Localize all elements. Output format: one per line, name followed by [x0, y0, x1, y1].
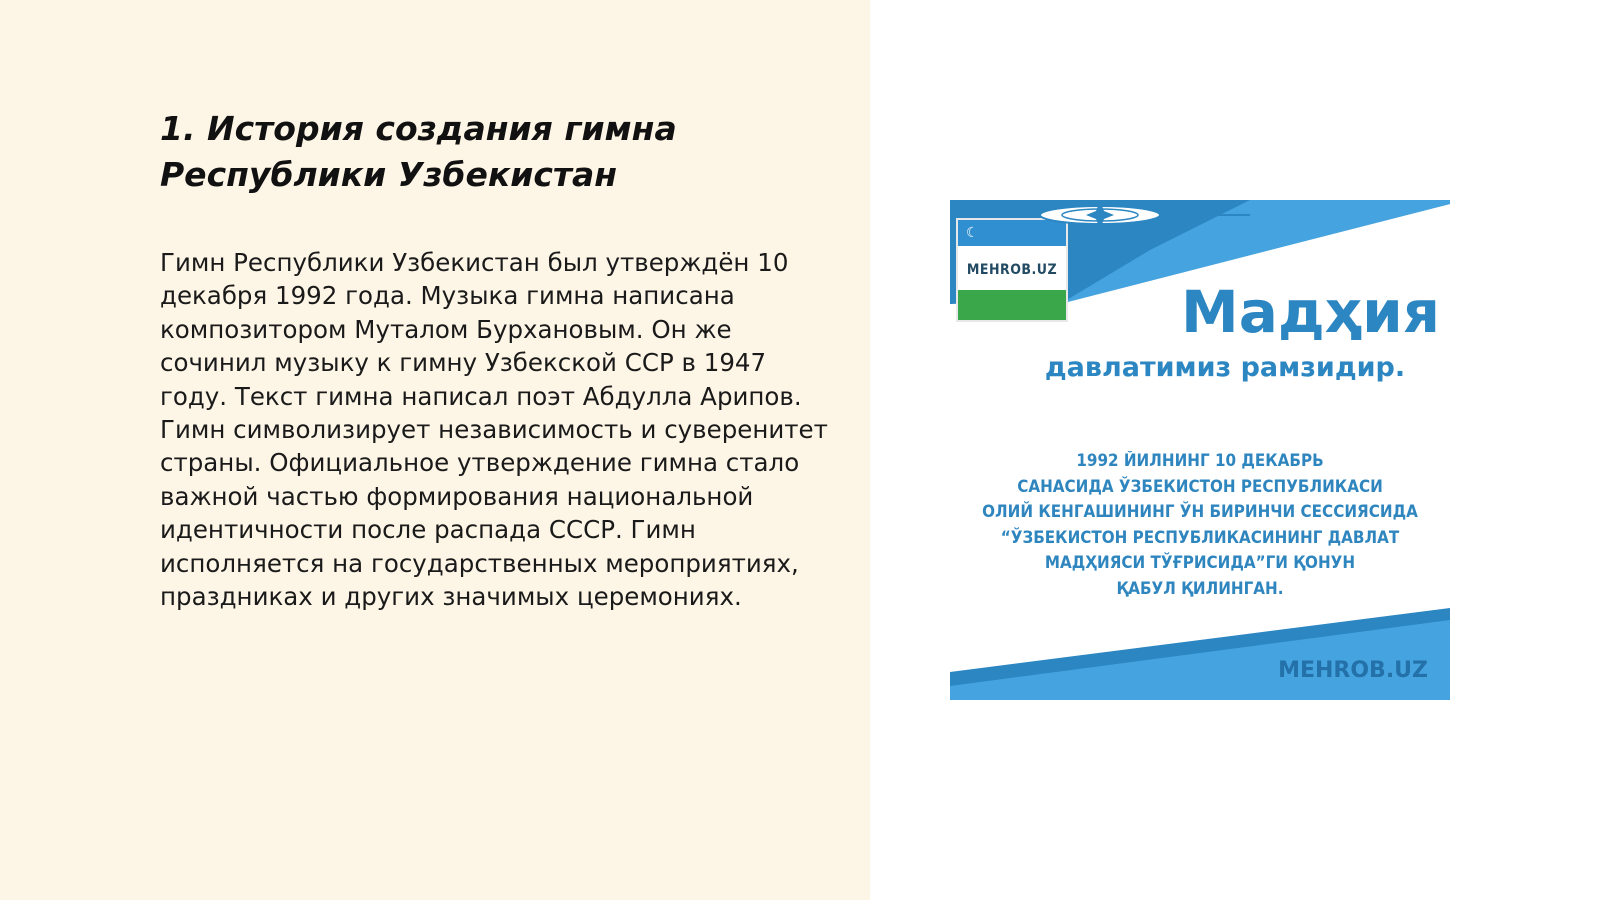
logo-text: MEHROB.UZ — [966, 262, 1058, 278]
poster-text-line: МАДҲИЯСИ ТЎҒРИСИДА”ГИ ҚОНУН — [1044, 553, 1356, 573]
poster-text-line: САНАСИДА ЎЗБЕКИСТОН РЕСПУБЛИКАСИ — [1017, 476, 1383, 496]
poster-text-line: “ЎЗБЕКИСТОН РЕСПУБЛИКАСИНИНГ ДАВЛАТ — [1000, 527, 1400, 547]
poster-subheading: давлатимиз рамзидир. — [1044, 352, 1406, 383]
anthem-poster-image — [950, 200, 1450, 700]
crescent-icon: ☾ — [966, 225, 979, 241]
logo-green-stripe — [958, 290, 1066, 320]
poster-footer-text: MEHROB.UZ — [1278, 658, 1428, 683]
poster-text-block — [970, 448, 1430, 602]
slide-body-text: Гимн Республики Узбекистан был утверждён 10 декабря 1992 года. Музыка гимна написана композитором Муталом Бурхановым. Он же сочинил музыку к гимну Узбекской ССР в 1947 году. Текст гимна написал поэт Абдулла Арипов. Гимн символизирует независимость и суверенитет страны. Официальное утверждение гимна стало важной частью формирования национальной идентичности после распада СССР. Гимн исполняется на государственных мероприятиях, праздниках и других значимых церемониях. — [160, 248, 828, 612]
poster-text-line: ҚАБУЛ ҚИЛИНГАН. — [1116, 578, 1284, 598]
poster-heading: Мадҳия — [1181, 278, 1440, 346]
poster-logo — [956, 218, 1068, 322]
poster-text-line: ОЛИЙ КЕНГАШИНИНГ ЎН БИРИНЧИ СЕССИЯСИДА — [982, 502, 1418, 522]
ornament-divider-icon — [950, 200, 1250, 230]
poster-text-line: 1992 ЙИЛНИНГ 10 ДЕКАБРЬ — [1076, 451, 1324, 470]
slide-title: 1. История создания гимна Республики Узбекистан — [160, 109, 677, 194]
